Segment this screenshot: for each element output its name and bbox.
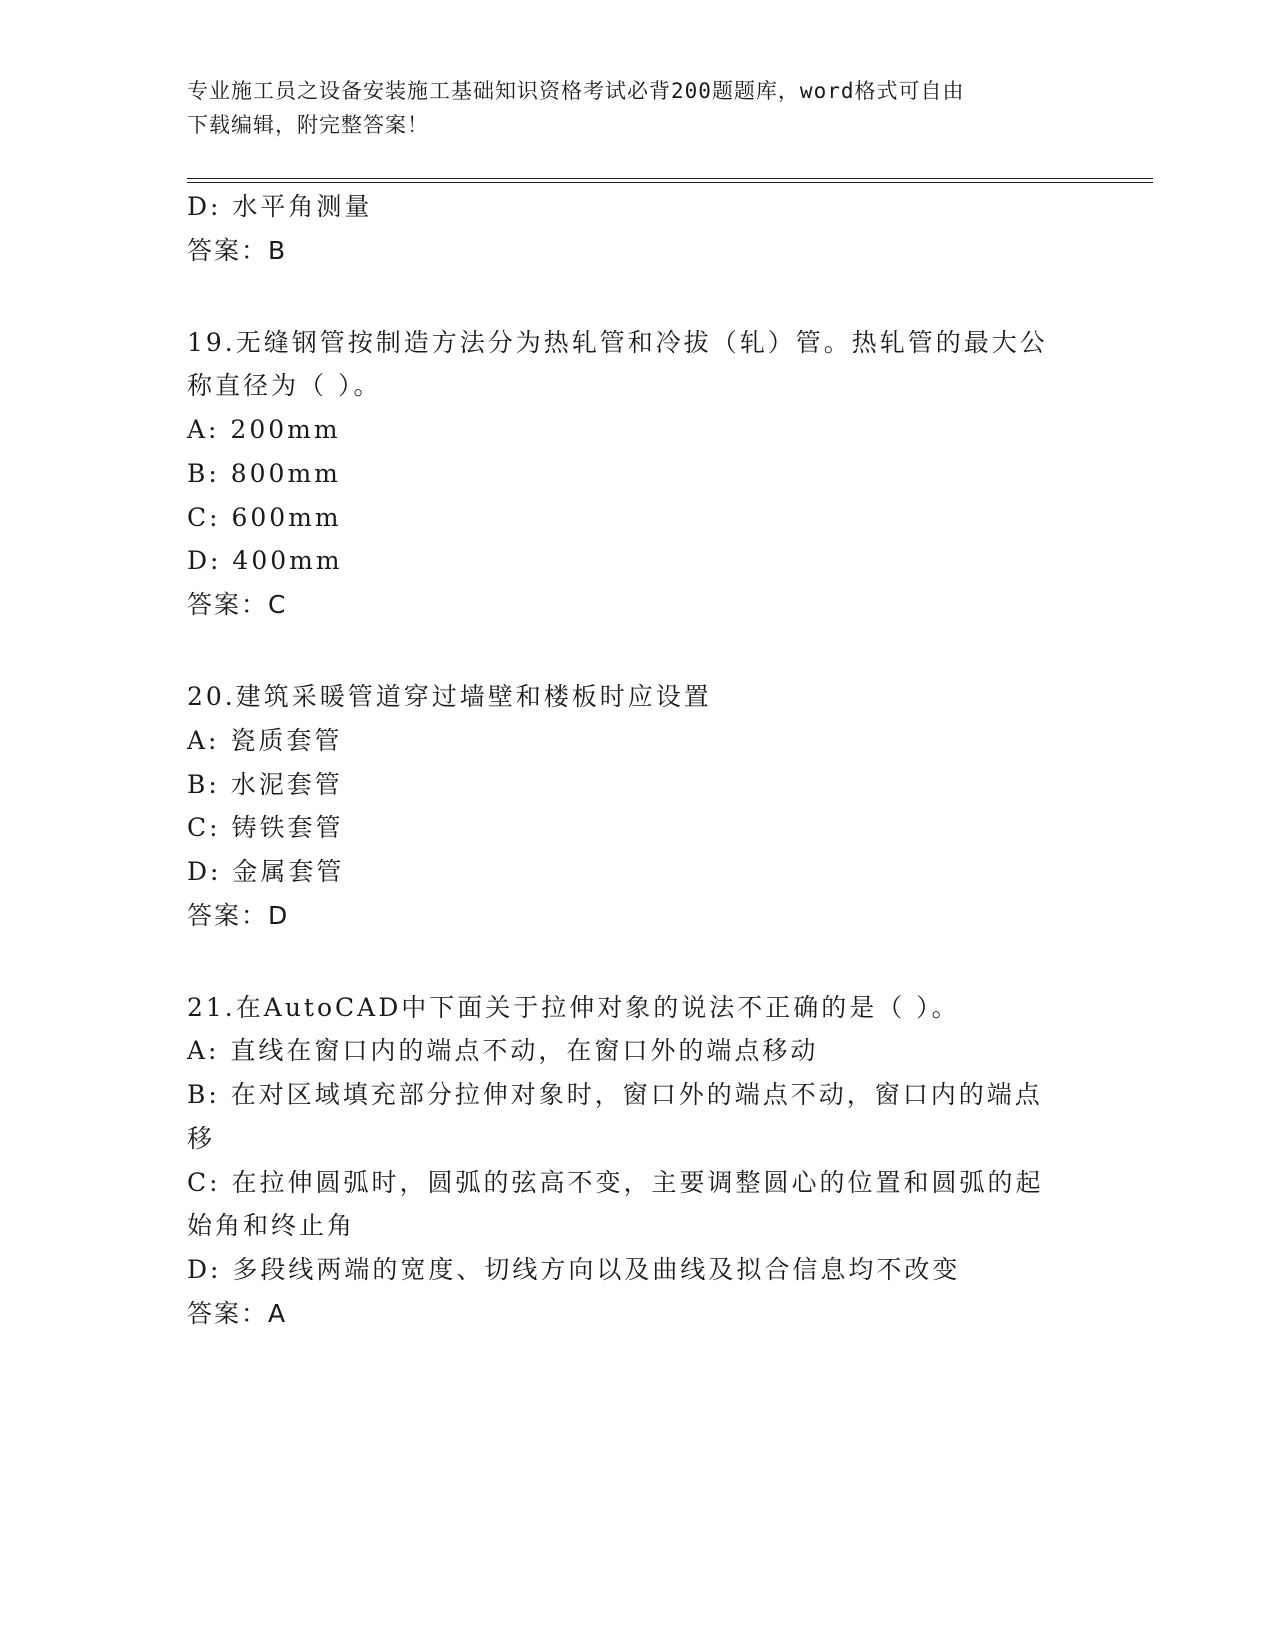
q19-option-d: D: 400mm (187, 546, 343, 575)
q20-option-b: B: 水泥套管 (187, 770, 343, 799)
q21-question: 21.在AutoCAD中下面关于拉伸对象的说法不正确的是（ ）。 (187, 993, 960, 1022)
header-line-2: 下载编辑，附完整答案！ (187, 113, 429, 137)
header-line-1: 专业施工员之设备安装施工基础知识资格考试必背200题题库，word格式可自由 (187, 79, 965, 103)
q20-option-a: A: 瓷质套管 (187, 726, 343, 755)
q20-question: 20.建筑采暖管道穿过墙壁和楼板时应设置 (187, 682, 712, 711)
q19-answer: 答案：C (187, 590, 288, 619)
q19-option-b: B: 800mm (187, 459, 341, 488)
q21-option-c-line-2: 始角和终止角 (187, 1211, 356, 1240)
q18-option-d: D: 水平角测量 (187, 192, 373, 221)
q21-option-b-line-1: B: 在对区域填充部分拉伸对象时，窗口外的端点不动，窗口内的端点 (187, 1080, 1043, 1109)
document-header (187, 74, 1087, 142)
q20-answer: 答案：D (187, 901, 290, 930)
q20-option-d: D: 金属套管 (187, 857, 345, 886)
q19-option-c: C: 600mm (187, 503, 342, 532)
q19-question-line-1: 19.无缝钢管按制造方法分为热轧管和冷拔（轧）管。热轧管的最大公 (187, 328, 1048, 357)
q21-option-b-line-2: 移 (187, 1124, 216, 1153)
header-divider-bottom (187, 182, 1153, 183)
q19-question-line-2: 称直径为（ ）。 (187, 371, 382, 400)
q18-answer: 答案：B (187, 236, 288, 265)
q21-option-d: D: 多段线两端的宽度、切线方向以及曲线及拟合信息均不改变 (187, 1255, 961, 1284)
q21-option-a: A: 直线在窗口内的端点不动，在窗口外的端点移动 (187, 1036, 819, 1065)
q21-option-c-line-1: C: 在拉伸圆弧时，圆弧的弦高不变，主要调整圆心的位置和圆弧的起 (187, 1168, 1044, 1197)
q20-option-c: C: 铸铁套管 (187, 813, 344, 842)
q19-option-a: A: 200mm (187, 415, 341, 444)
header-divider-top (187, 178, 1153, 179)
q21-answer: 答案：A (187, 1299, 288, 1328)
